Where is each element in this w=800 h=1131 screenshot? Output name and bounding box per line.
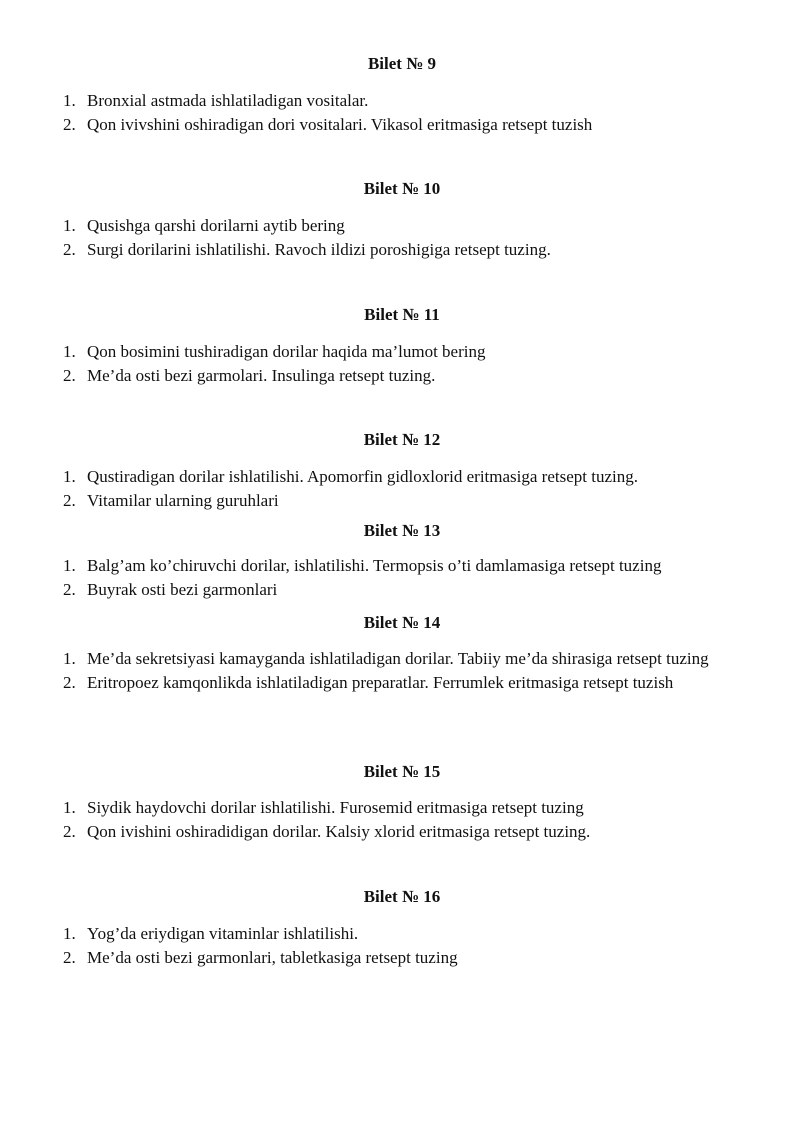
question-number: 2. — [63, 491, 76, 510]
ticket-13 — [0, 521, 800, 602]
question-text: Buyrak osti bezi garmonlari — [87, 580, 278, 599]
question-number: 2. — [63, 115, 76, 134]
question-text: Qustiradigan dorilar ishlatilishi. Apomorfin gidloxlorid eritmasiga retsept tuzing. — [87, 467, 638, 486]
question-item — [0, 796, 800, 820]
question-item — [0, 238, 800, 262]
question-number: 1. — [63, 924, 76, 943]
question-item — [0, 647, 800, 671]
question-item — [0, 922, 800, 946]
question-text: Siydik haydovchi dorilar ishlatilishi. Furosemid eritmasiga retsept tuzing — [87, 798, 584, 817]
ticket-title: Bilet № 14 — [363, 613, 441, 632]
question-list — [0, 214, 800, 262]
question-number: 1. — [63, 556, 76, 575]
question-number: 1. — [63, 467, 76, 486]
question-text: Qon ivivshini oshiradigan dori vositalari. Vikasol eritmasiga retsept tuzish — [87, 115, 593, 134]
question-number: 1. — [63, 342, 76, 361]
question-list — [0, 89, 800, 137]
question-list — [0, 465, 800, 513]
question-number: 1. — [63, 216, 76, 235]
question-number: 2. — [63, 948, 76, 967]
ticket-15 — [0, 762, 800, 844]
question-item — [0, 578, 800, 602]
ticket-title: Bilet № 12 — [363, 430, 441, 449]
question-item — [0, 113, 800, 137]
question-item — [0, 946, 800, 970]
ticket-title: Bilet № 10 — [363, 179, 441, 198]
question-number: 1. — [63, 798, 76, 817]
ticket-9 — [0, 54, 800, 137]
question-list — [0, 796, 800, 844]
ticket-14 — [0, 613, 800, 695]
ticket-11 — [0, 305, 800, 388]
question-text: Me’da sekretsiyasi kamayganda ishlatiladigan dorilar. Tabiiy me’da shirasiga retsept tuzing — [87, 649, 709, 668]
question-text: Surgi dorilarini ishlatilishi. Ravoch ildizi poroshigiga retsept tuzing. — [87, 240, 551, 259]
ticket-16 — [0, 887, 800, 970]
question-text: Qusishga qarshi dorilarni aytib bering — [87, 216, 345, 235]
question-list — [0, 340, 800, 388]
question-number: 1. — [63, 91, 76, 110]
question-text: Eritropoez kamqonlikda ishlatiladigan preparatlar. Ferrumlek eritmasiga retsept tuzish — [87, 673, 674, 692]
question-text: Yog’da eriydigan vitaminlar ishlatilishi. — [87, 924, 359, 943]
ticket-title: Bilet № 15 — [363, 762, 441, 781]
ticket-10 — [0, 179, 800, 262]
question-text: Qon ivishini oshiradidigan dorilar. Kalsiy xlorid eritmasiga retsept tuzing. — [87, 822, 591, 841]
ticket-title: Bilet № 11 — [364, 305, 440, 324]
ticket-title: Bilet № 13 — [363, 521, 441, 540]
question-text: Balg’am ko’chiruvchi dorilar, ishlatilishi. Termopsis o’ti damlamasiga retsept tuzing — [87, 556, 662, 575]
question-item — [0, 340, 800, 364]
question-text: Bronxial astmada ishlatiladigan vositalar. — [87, 91, 369, 110]
question-list — [0, 922, 800, 970]
question-list — [0, 554, 800, 602]
question-item — [0, 364, 800, 388]
question-number: 2. — [63, 366, 76, 385]
question-number: 2. — [63, 580, 76, 599]
question-text: Me’da osti bezi garmonlari, tabletkasiga retsept tuzing — [87, 948, 458, 967]
question-item — [0, 465, 800, 489]
question-number: 1. — [63, 649, 76, 668]
question-item — [0, 489, 800, 513]
question-text: Vitamilar ularning guruhlari — [87, 491, 279, 510]
question-text: Me’da osti bezi garmolari. Insulinga retsept tuzing. — [87, 366, 436, 385]
question-item — [0, 554, 800, 578]
question-item — [0, 89, 800, 113]
ticket-title: Bilet № 9 — [367, 54, 437, 73]
question-item — [0, 820, 800, 844]
question-item — [0, 214, 800, 238]
question-item — [0, 671, 800, 695]
question-number: 2. — [63, 240, 76, 259]
ticket-12 — [0, 430, 800, 513]
question-text: Qon bosimini tushiradigan dorilar haqida ma’lumot bering — [87, 342, 486, 361]
question-number: 2. — [63, 822, 76, 841]
question-list — [0, 647, 800, 695]
ticket-title: Bilet № 16 — [363, 887, 441, 906]
question-number: 2. — [63, 673, 76, 692]
